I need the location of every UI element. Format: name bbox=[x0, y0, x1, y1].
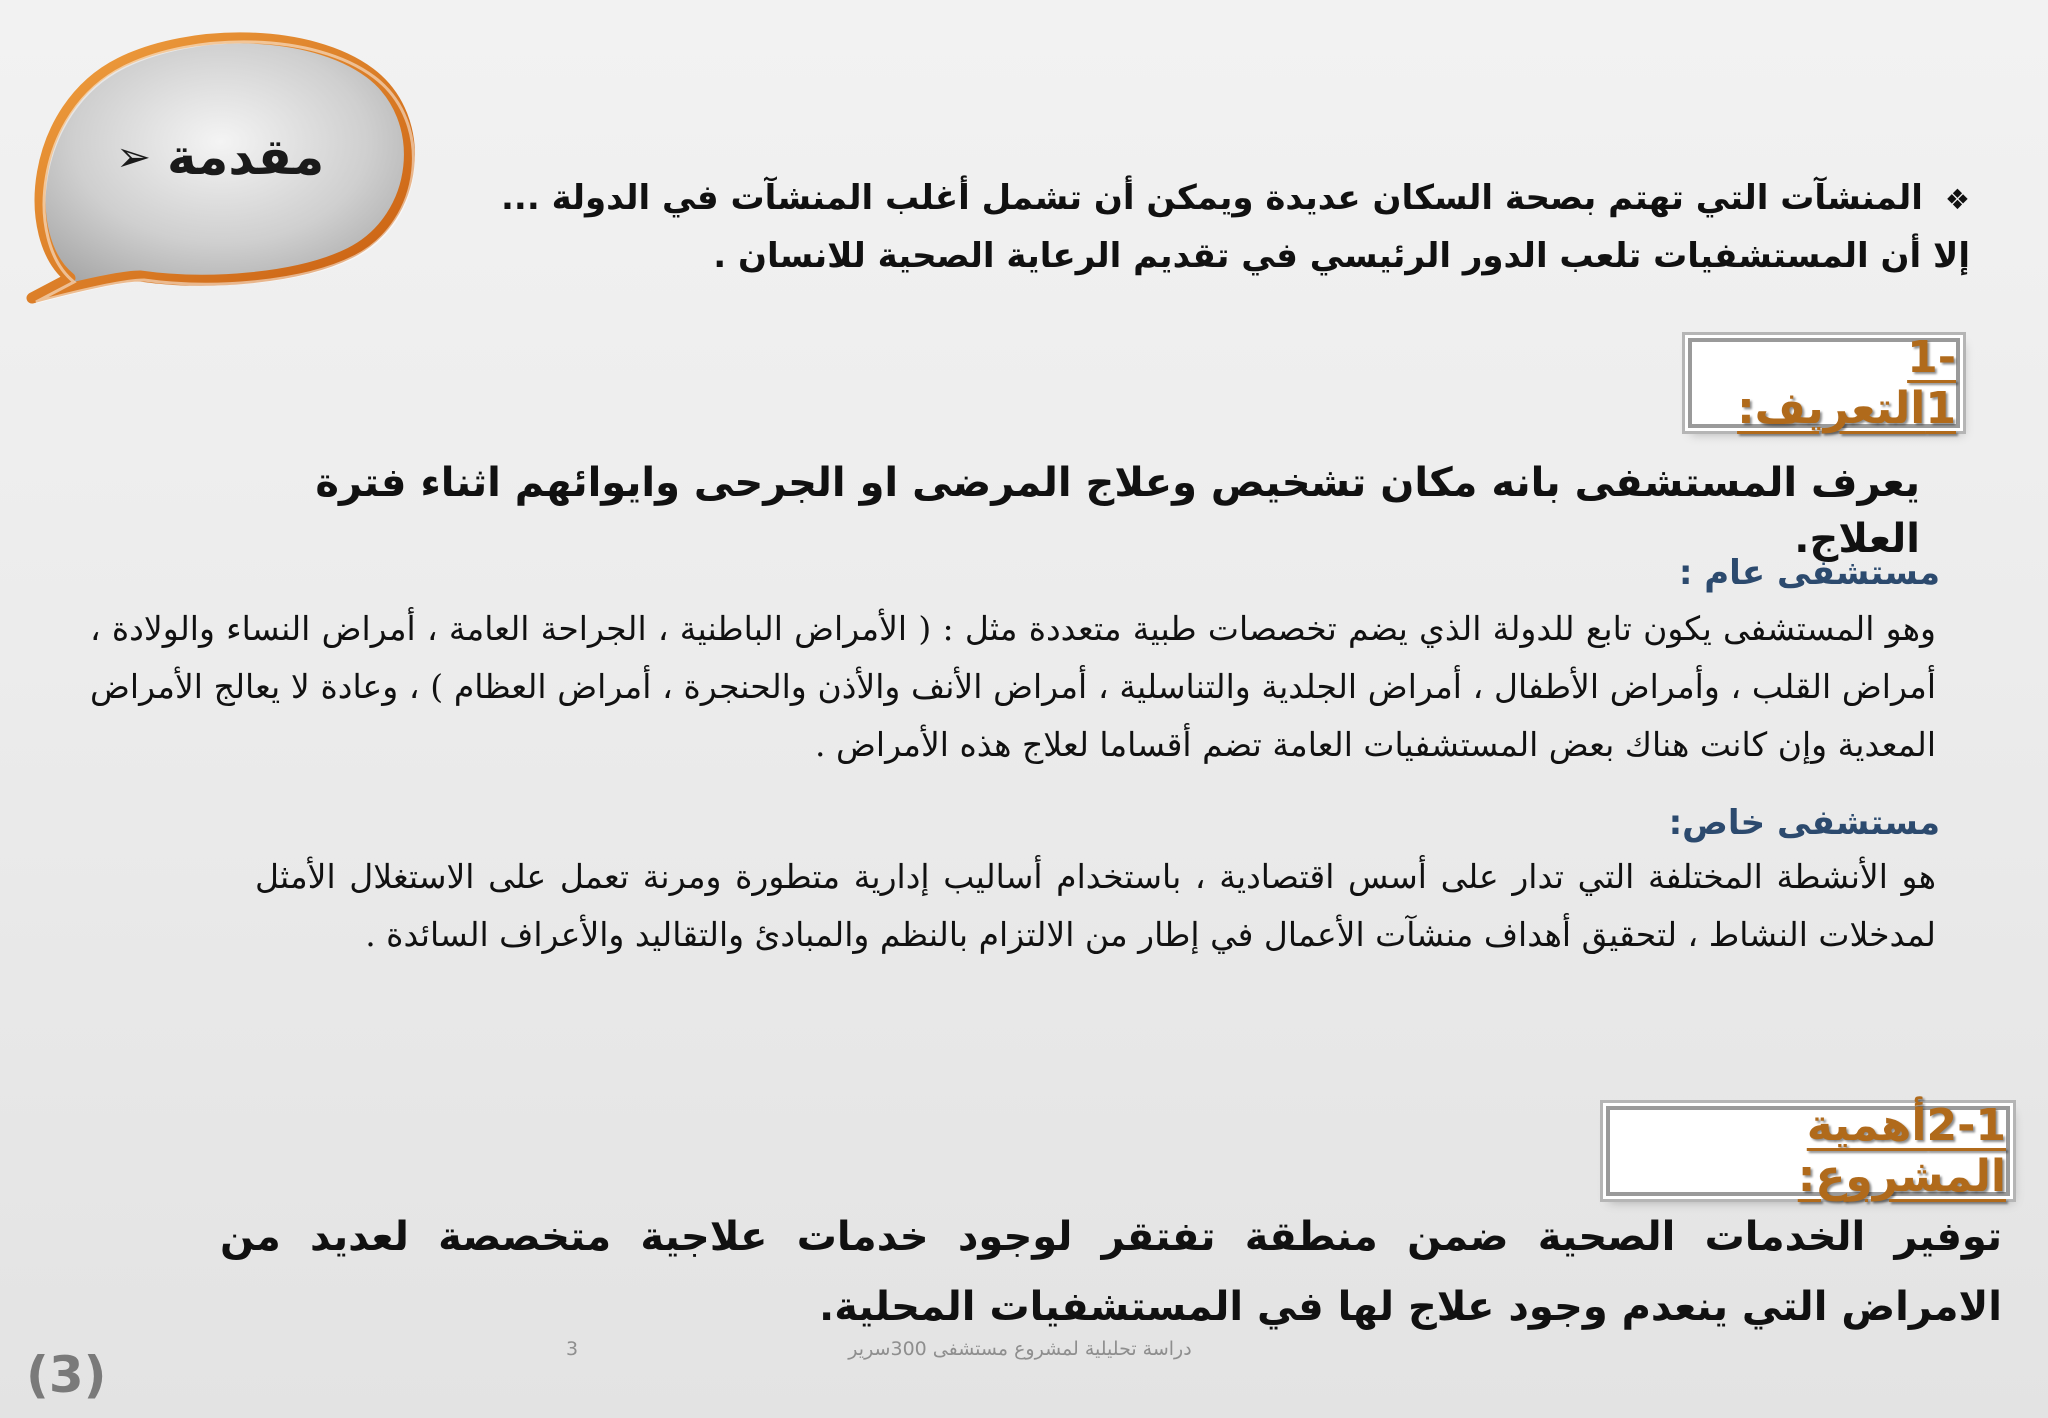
general-hospital-body: وهو المستشفى يكون تابع للدولة الذي يضم تخصصات طبية متعددة مثل : ( الأمراض الباطنية ، الجراحة العامة ، أمراض النساء والولادة ، أمراض القلب ، وأمراض الأطفال ، أمراض الجلدية والتناسلية ، أمراض الأنف والأذن والحنجرة ، أمراض العظام ) ، وعادة لا يعالج الأمراض المعدية وإن كانت هناك بعض المستشفيات العامة تضم أقساما لعلاج هذه الأمراض . bbox=[90, 609, 1936, 764]
section-heading-importance bbox=[1606, 1100, 2010, 1202]
section-title-importance: 2-1أهمية المشروع: bbox=[1797, 1100, 2006, 1202]
intro-text: المنشآت التي تهتم بصحة السكان عديدة ويمكن أن تشمل أغلب المنشآت في الدولة ... إلا أن المستشفيات تلعب الدور الرئيسي في تقديم الرعاية الصحية للانسان . bbox=[501, 178, 1970, 276]
private-hospital-title: مستشفى خاص: bbox=[1668, 803, 1940, 843]
general-hospital-title: مستشفى عام : bbox=[1678, 553, 1940, 593]
diamond-bullet-icon: ❖ bbox=[1944, 183, 1970, 216]
importance-text: توفير الخدمات الصحية ضمن منطقة تفتقر لوجود خدمات علاجية متخصصة لعديد من الامراض التي ينعدم وجود علاج لها في المستشفيات المحلية. bbox=[220, 1214, 2002, 1330]
definition-text: يعرف المستشفى بانه مكان تشخيص وعلاج المرضى او الجرحى وايوائهم اثناء فترة العلاج. bbox=[315, 460, 1920, 562]
footer-title: دراسة تحليلية لمشروع مستشفى 300سرير bbox=[848, 1338, 1192, 1360]
section-title-definition: 1-1التعريف: bbox=[1737, 332, 1956, 434]
intro-paragraph bbox=[500, 170, 1970, 284]
private-hospital-body: هو الأنشطة المختلفة التي تدار على أسس اقتصادية ، باستخدام أساليب إدارية متطورة ومرنة تعمل على الاستغلال الأمثل لمدخلات النشاط ، لتحقيق أهداف منشآت الأعمال في إطار من الالتزام بالنظم والمبادئ والتقاليد والأعراف السائدة . bbox=[255, 857, 1936, 954]
footer-page-number: 3 bbox=[566, 1338, 579, 1360]
bubble-title bbox=[110, 112, 330, 202]
bubble-title-text: مقدمة bbox=[167, 128, 325, 186]
section-heading-definition bbox=[1688, 332, 1960, 434]
arrow-right-icon: ➢ bbox=[115, 132, 152, 181]
slide-number: (3) bbox=[26, 1346, 107, 1404]
